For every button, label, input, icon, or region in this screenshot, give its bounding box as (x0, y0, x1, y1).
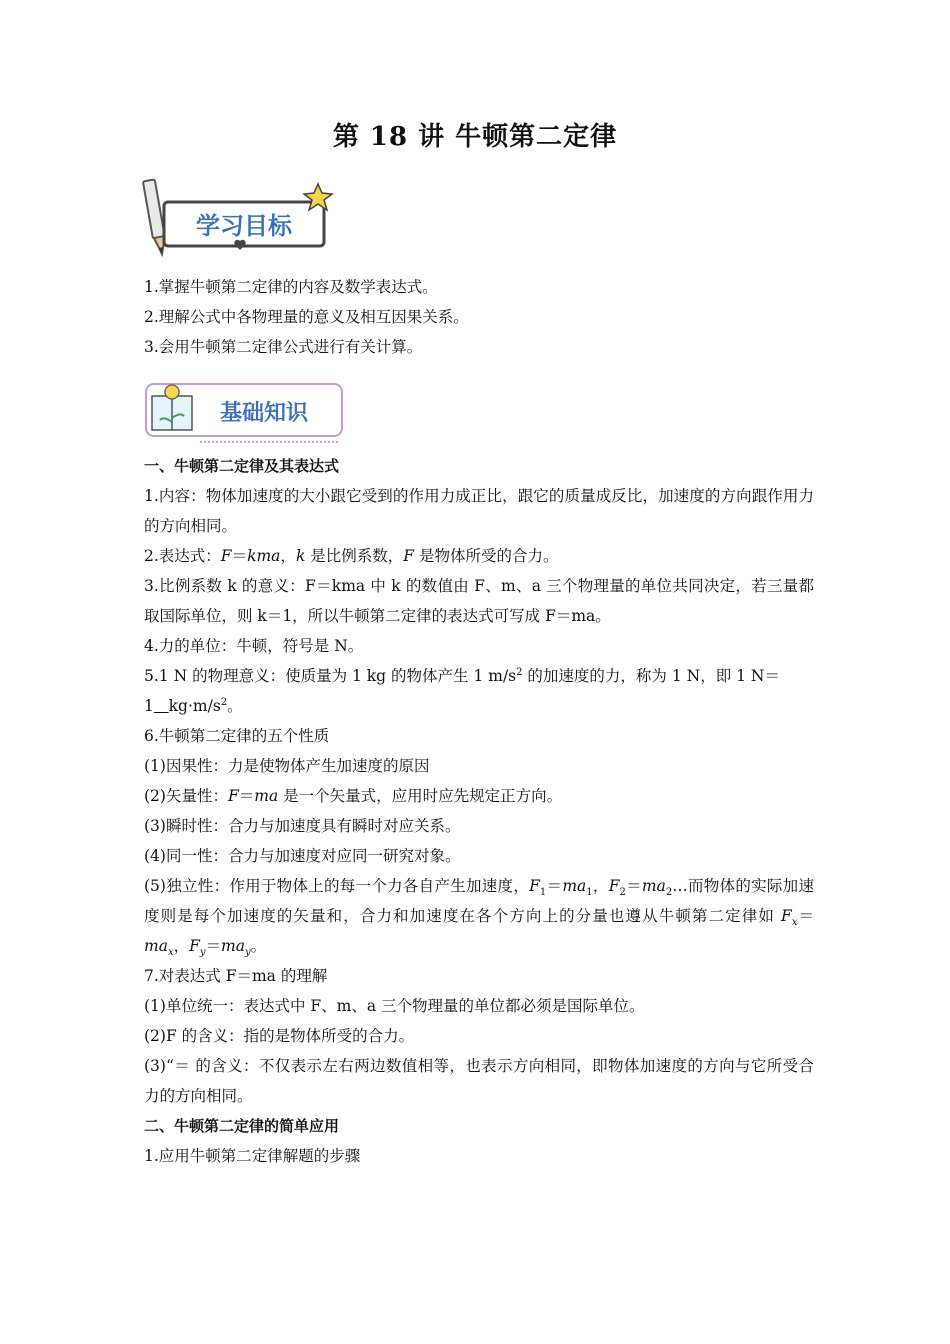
learning-goals-banner (140, 176, 340, 260)
banner-base-label: 基础知识 (219, 401, 309, 426)
heart-icon (234, 240, 245, 250)
section-1-heading: 一、牛顿第二定律及其表达式 (144, 457, 340, 475)
understanding-units: (1)单位统一：表达式中 F、m、a 三个物理量的单位都必须是国际单位。 (144, 997, 645, 1015)
pencil-icon (143, 179, 165, 254)
para-steps: 1.应用牛顿第二定律解题的步骤 (144, 1147, 361, 1165)
goal-2: 2.理解公式中各物理量的意义及相互因果关系。 (144, 308, 469, 326)
goal-1: 1.掌握牛顿第二定律的内容及数学表达式。 (144, 278, 438, 296)
property-vector: (2)矢量性：F＝ma 是一个矢量式，应用时应先规定正方向。 (144, 787, 563, 805)
para-content: 1.内容：物体加速度的大小跟它受到的作用力成正比，跟它的质量成反比，加速度的方向跟作用力的方向相同。 (144, 487, 814, 535)
property-instantaneous: (3)瞬时性：合力与加速度具有瞬时对应关系。 (144, 817, 461, 835)
goal-3: 3.会用牛顿第二定律公式进行有关计算。 (144, 338, 423, 356)
para-understanding: 7.对表达式 F＝ma 的理解 (144, 967, 328, 985)
para-newton-meaning: 5.1 N 的物理意义：使质量为 1 kg 的物体产生 1 $m/s^2$ 的加速度的力，称为 1 N，即 1 N＝ 1 $kg\cdot m/s^2$。 (144, 666, 780, 715)
page-title: 第 18 讲 牛顿第二定律 (332, 122, 618, 152)
understanding-f: (2)F 的含义：指的是物体所受的合力。 (144, 1027, 415, 1045)
property-causality: (1)因果性：力是使物体产生加速度的原因 (144, 757, 430, 775)
para-properties: 6.牛顿第二定律的五个性质 (144, 727, 330, 745)
basic-knowledge-banner (140, 380, 350, 448)
para-coefficient: 3.比例系数 k 的意义：F＝kma 中 k 的数值由 F、m、a 三个物理量的单位共同决定，若三量都取国际单位，则 k＝1，所以牛顿第二定律的表达式可写成 F＝ma。 (144, 577, 814, 625)
section-2-heading: 二、牛顿第二定律的简单应用 (144, 1117, 340, 1135)
property-identity: (4)同一性：合力与加速度对应同一研究对象。 (144, 847, 461, 865)
para-expression: 2.表达式：F＝kma，k 是比例系数，F 是物体所受的合力。 (144, 547, 559, 565)
para-unit: 4.力的单位：牛顿，符号是 N。 (144, 637, 364, 655)
lightbulb-icon (165, 385, 179, 399)
banner-goal-label: 学习目标 (196, 212, 292, 240)
property-independence: (5)独立性：作用于物体上的每一个力各自产生加速度，$F_1=ma_1$，$F_2=ma_2\dots$而物体的实际加速度则是每个加速度的矢量和，合力和加速度在各个方向上的分量也遵从牛顿第二定律如 $F_x=ma_x$，$F_y=ma_y$。 (144, 877, 814, 959)
book-icon (152, 396, 192, 430)
understanding-equals: (3)“＝ 的含义：不仅表示左右两边数值相等，也表示方向相同，即物体加速度的方向与它所受合力的方向相同。 (144, 1057, 814, 1105)
